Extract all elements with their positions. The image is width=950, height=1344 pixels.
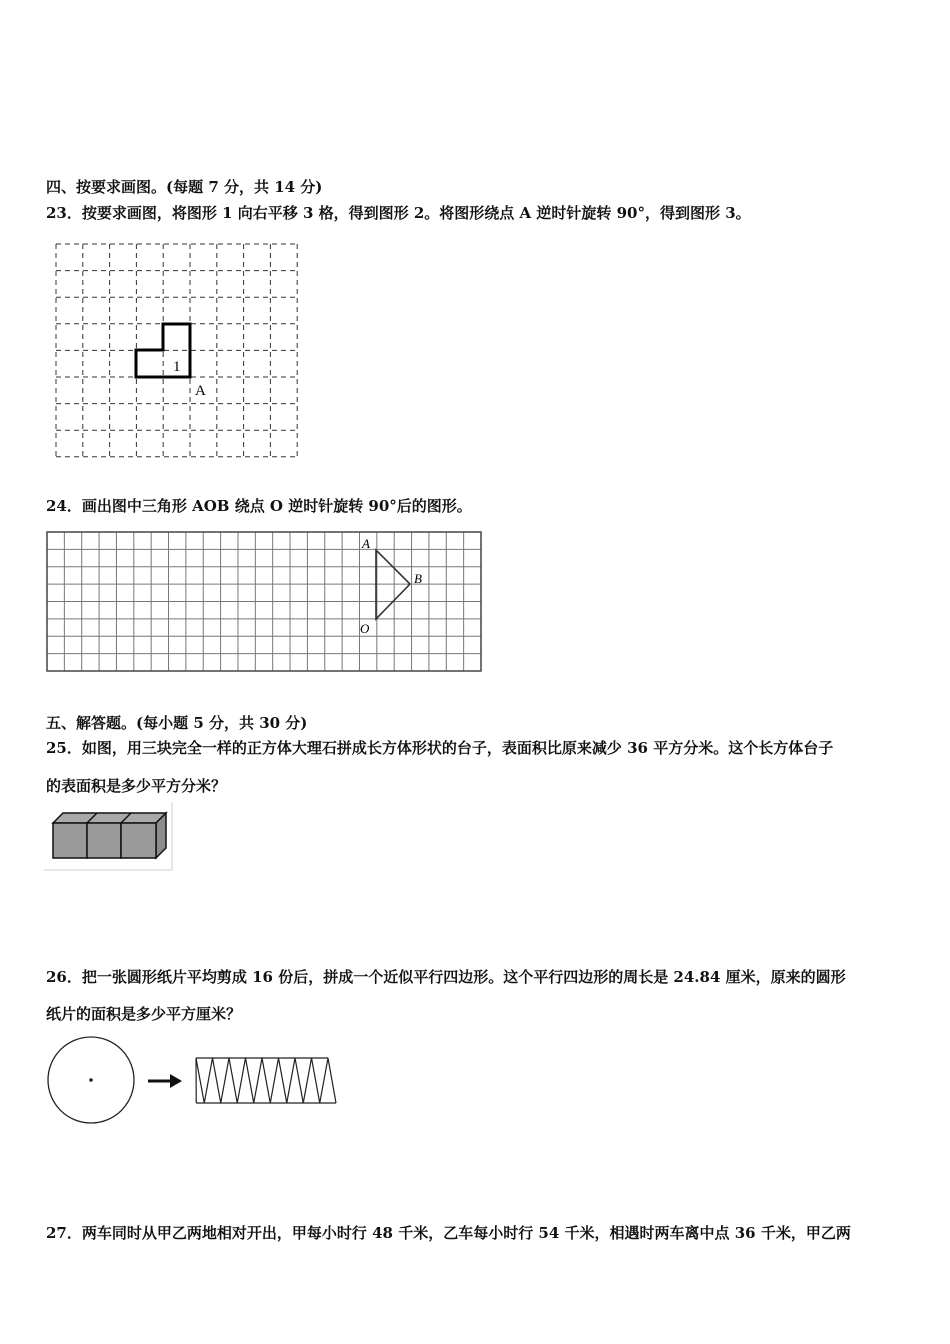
q25-cubes-figure xyxy=(44,802,176,876)
dashed-grid xyxy=(56,244,297,457)
cube-front-1 xyxy=(53,823,87,858)
figure-1-outline xyxy=(136,324,190,377)
question-25-line-1: 25．如图，用三块完全一样的正方体大理石拼成长方体形状的台子，表面积比原来减少 36 平方分米。这个长方体台子 xyxy=(46,739,834,757)
q24-grid-figure xyxy=(46,531,484,680)
cube-front-3 xyxy=(121,823,156,858)
label-o: O xyxy=(360,621,370,636)
question-27-line-1: 27．两车同时从甲乙两地相对开出，甲每小时行 48 千米，乙车每小时行 54 千米，相遇时两车离中点 36 千米，甲乙两 xyxy=(46,1224,851,1242)
q23-grid-figure xyxy=(50,238,310,467)
section-5-heading: 五、解答题。(每小题 5 分，共 30 分) xyxy=(46,714,308,732)
parallelogram-right-edge xyxy=(328,1058,336,1103)
label-b: B xyxy=(414,571,422,586)
circle-center-dot xyxy=(89,1078,93,1082)
solid-grid xyxy=(47,532,481,671)
sector-zigzag xyxy=(196,1058,328,1103)
q26-circle-figure xyxy=(44,1036,340,1132)
question-23-text: 23．按要求画图，将图形 1 向右平移 3 格，得到图形 2。将图形绕点 A 逆时针旋转 90°，得到图形 3。 xyxy=(46,204,751,222)
arrow-head xyxy=(170,1074,182,1088)
point-a-label: A xyxy=(195,383,206,399)
cube-front-2 xyxy=(87,823,121,858)
question-24-text: 24．画出图中三角形 AOB 绕点 O 逆时针旋转 90°后的图形。 xyxy=(46,497,472,515)
label-a: A xyxy=(362,536,370,551)
question-26-line-1: 26．把一张圆形纸片平均剪成 16 份后，拼成一个近似平行四边形。这个平行四边形的周长是 24.84 厘米，原来的圆形 xyxy=(46,968,846,986)
figure-1-label: 1 xyxy=(173,359,181,375)
section-4-heading: 四、按要求画图。(每题 7 分，共 14 分) xyxy=(46,178,323,196)
question-26-line-2: 纸片的面积是多少平方厘米？ xyxy=(46,1005,242,1023)
question-25-line-2: 的表面积是多少平方分米？ xyxy=(46,777,227,795)
approx-parallelogram xyxy=(196,1058,336,1103)
cube-top-faces xyxy=(53,813,166,823)
